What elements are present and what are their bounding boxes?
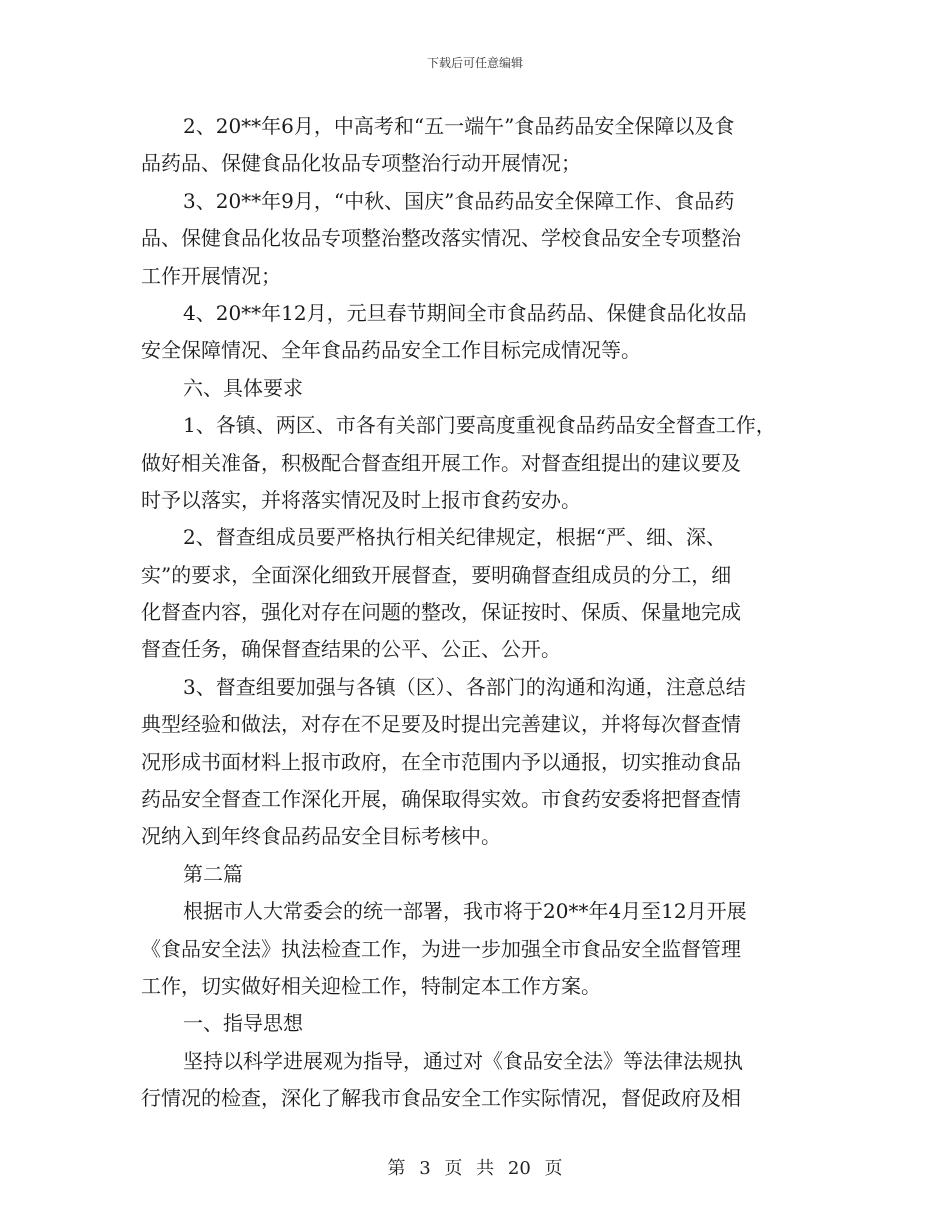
- text-line: 一、指导思想: [183, 1011, 303, 1036]
- text-line: 2、督查组成员要严格执行相关纪律规定，根据“严、细、深、: [183, 525, 726, 550]
- text-line: 实”的要求，全面深化细致开展督查，要明确督查组成员的分工，细: [141, 562, 732, 587]
- text-line: 坚持以科学进展观为指导，通过对《食品安全法》等法律法规执: [183, 1048, 743, 1073]
- footer-label-ye-2: 页: [544, 1158, 563, 1179]
- text-line: 时予以落实，并将落实情况及时上报市食药安办。: [141, 487, 581, 512]
- text-line: 六、具体要求: [183, 375, 303, 400]
- text-line: 根据市人大常委会的统一部署，我市将于20**年4月至12月开展: [183, 899, 747, 924]
- text-line: 化督查内容，强化对存在问题的整改，保证按时、保质、保量地完成: [141, 600, 741, 625]
- text-line: 品药品、保健食品化妆品专项整治行动开展情况；: [141, 151, 581, 176]
- text-line: 典型经验和做法，对存在不足要及时提出完善建议，并将每次督查情: [141, 712, 741, 737]
- footer-label-ye: 页: [444, 1158, 463, 1179]
- text-line: 安全保障情况、全年食品药品安全工作目标完成情况等。: [141, 338, 641, 363]
- document-body: [141, 108, 816, 1118]
- text-line: 况纳入到年终食品药品安全目标考核中。: [141, 824, 501, 849]
- footer-total-pages: 20: [507, 1158, 531, 1179]
- text-line: 品、保健食品化妆品专项整治整改落实情况、学校食品安全专项整治: [141, 226, 741, 251]
- text-line: 4、20**年12月，元旦春节期间全市食品药品、保健食品化妆品: [183, 300, 747, 325]
- text-line: 做好相关准备，积极配合督查组开展工作。对督查组提出的建议要及: [141, 450, 741, 475]
- text-line: 工作开展情况；: [141, 263, 281, 288]
- footer-page-number: 3: [419, 1158, 431, 1179]
- page-header: 下载后可任意编辑: [426, 56, 523, 70]
- text-line: 2、20**年6月，中高考和“五一端午”食品药品安全保障以及食: [183, 114, 735, 138]
- text-line: 督查任务，确保督查结果的公平、公正、公开。: [141, 637, 561, 662]
- text-line: 工作，切实做好相关迎检工作，特制定本工作方案。: [141, 973, 601, 998]
- footer-label-di: 第: [387, 1158, 406, 1179]
- page-footer: [0, 1154, 950, 1180]
- text-line: 3、督查组要加强与各镇（区）、各部门的沟通和沟通，注意总结: [183, 674, 746, 699]
- text-line: 药品安全督查工作深化开展，确保取得实效。市食药安委将把督查情: [141, 787, 741, 812]
- footer-label-gong: 共: [476, 1158, 495, 1179]
- text-line: 行情况的检查，深化了解我市食品安全工作实际情况，督促政府及相: [141, 1086, 741, 1111]
- text-line: 1、各镇、两区、市各有关部门要高度重视食品药品安全督查工作，: [183, 413, 776, 438]
- text-line: 《食品安全法》执法检查工作，为进一步加强全市食品安全监督管理: [141, 936, 741, 961]
- text-line: 3、20**年9月，“中秋、国庆”食品药品安全保障工作、食品药: [183, 188, 735, 213]
- text-line: 况形成书面材料上报市政府，在全市范围内予以通报，切实推动食品: [141, 749, 741, 774]
- text-line: 第二篇: [183, 861, 243, 886]
